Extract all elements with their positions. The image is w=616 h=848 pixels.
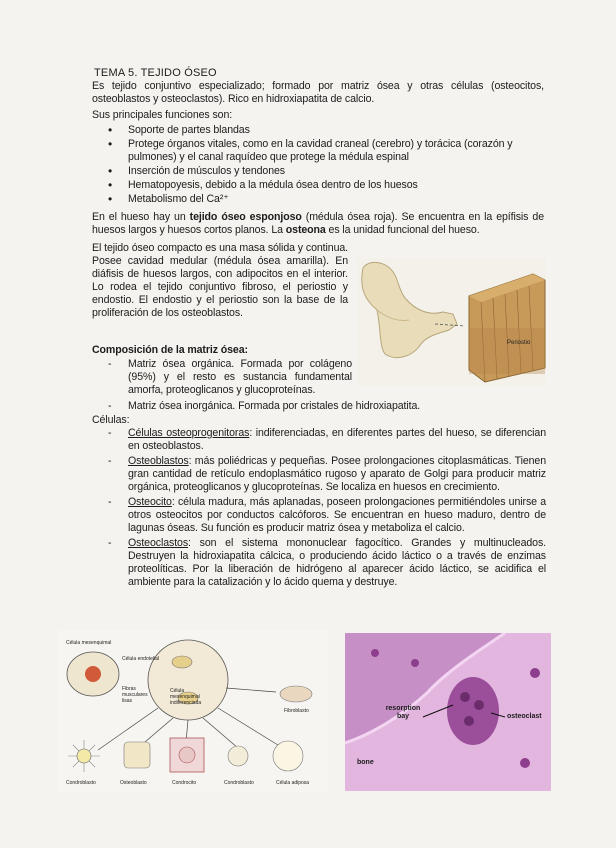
spongy-text: En el hueso hay un <box>92 211 190 223</box>
cell-description: : célula madura, más aplanadas, poseen prolongaciones permitiéndoles unirse a otros osteocitos por conductos calcóforos. Se encuentran en hueso maduro, dentro de lagunas óseas. Su función es producir matriz ósea y metaboliza el calcio. <box>128 496 546 534</box>
micrograph-drawing <box>345 633 551 791</box>
functions-list <box>108 124 548 207</box>
cell-term: Osteocito <box>128 496 172 508</box>
function-item: • Metabolismo del Ca²⁺ <box>108 193 548 206</box>
cell-item <box>106 427 546 453</box>
spongy-text: (médula ósea roja). Se encuentra en la epífisis de huesos largos y huesos cortos planos. La <box>92 211 544 236</box>
diagram-label: Osteoblasto <box>120 780 147 786</box>
diagram-label: Condroblasto <box>66 780 96 786</box>
diagram-label: Célula mesenquimal <box>66 640 112 646</box>
cell-term: Células osteoprogenitoras <box>128 427 250 439</box>
diagram-label: Fibroblasto <box>284 708 309 714</box>
diagram-label: Condroblasto <box>224 780 254 786</box>
composition-item: - Matriz ósea orgánica. Formada por colágeno (95%) y el resto es sustancia fundamental amorfa, proteoglicanos y glucoproteínas. <box>106 358 352 397</box>
intro-paragraph: Es tejido conjuntivo especializado; formado por matriz ósea y otras células (osteocitos, osteoblastos y osteoclastos). Rico en hidroxiapatita de calcio. <box>92 80 544 105</box>
spongy-bone-paragraph <box>92 211 544 237</box>
bone-drawing <box>357 258 546 386</box>
spongy-text: es la unidad funcional del hueso. <box>325 224 480 236</box>
cell-item <box>106 537 546 589</box>
diagram-label: Célula mesenquimal indiferenciada <box>170 688 202 706</box>
composition-heading: Composición de la matriz ósea: <box>92 344 248 356</box>
cell-term: Osteoblastos <box>128 455 189 467</box>
cell-item <box>106 455 546 494</box>
cells-heading: Células: <box>92 414 130 426</box>
bone-label: bone <box>357 759 374 766</box>
composition-list-2 <box>106 400 546 415</box>
composition-item: - Matriz ósea inorgánica. Formada por cristales de hidroxiapatita. <box>106 400 546 413</box>
cell-description: : más poliédricas y pequeñas. Posee prolongaciones citoplasmáticas. Tienen gran cantidad de retículo endoplasmático rugoso y aparato de Golgi para producir matriz orgánica, proteoglicanos y glucoproteínas. Se localiza en huesos en crecimiento. <box>128 455 546 493</box>
cell-description: : son el sistema mononuclear fagocítico. Grandes y multinucleados. Destruyen la hidroxiapatita cálcica, o produciendo ácido láctico o a través de enzimas proteolíticas. Por la liberación de hidrógeno al aparecer ácido láctico, se acidifica el ambiente para la catalización y lo ácido quema y destruye. <box>128 537 546 588</box>
diagram-label: Fibras musculares lisas <box>122 686 148 704</box>
function-item: • Inserción de músculos y tendones <box>108 165 548 178</box>
diagram-label: Célula endotelial <box>122 656 159 662</box>
osteona-term: osteona <box>285 224 326 236</box>
osteoclast-micrograph <box>345 633 551 791</box>
resorption-bay-label: resorption bay <box>385 705 421 720</box>
bone-illustration <box>357 258 546 386</box>
periostio-label: Periostio <box>507 340 531 346</box>
functions-heading: Sus principales funciones son: <box>92 109 233 121</box>
cell-description: : indiferenciadas, en diferentes partes del hueso, se diferencian en osteoblastos. <box>128 427 546 452</box>
cell-term: Osteoclastos <box>128 537 189 549</box>
function-item: • Soporte de partes blandas <box>108 124 548 137</box>
function-item: • Protege órganos vitales, como en la cavidad craneal (cerebro) y torácica (corazón y pulmones) y el canal raquídeo que protege la médula espinal <box>108 138 548 164</box>
spongy-term: tejido óseo esponjoso <box>189 211 302 223</box>
composition-list <box>106 358 352 399</box>
cell-item <box>106 496 546 535</box>
function-item: • Hematopoyesis, debido a la médula ósea dentro de los huesos <box>108 179 548 192</box>
cell-differentiation-diagram <box>58 630 328 792</box>
diagram-label: Condrocito <box>172 780 197 786</box>
page-title: TEMA 5. TEJIDO ÓSEO <box>94 67 217 79</box>
diagram-label: Célula adiposa <box>276 780 310 786</box>
cells-list <box>106 427 546 591</box>
compact-bone-paragraph: El tejido óseo compacto es una masa sólida y continua. Posee cavidad medular (médula ósea amarilla). En diáfisis de huesos largos, con adipocitos en el interior. Lo rodea el tejido conjuntivo fibroso, el periostio y endostio. El endostio y el periostio son la base de la proliferación de los osteoblastos. <box>92 242 348 319</box>
osteoclast-label: osteoclast <box>507 713 542 720</box>
